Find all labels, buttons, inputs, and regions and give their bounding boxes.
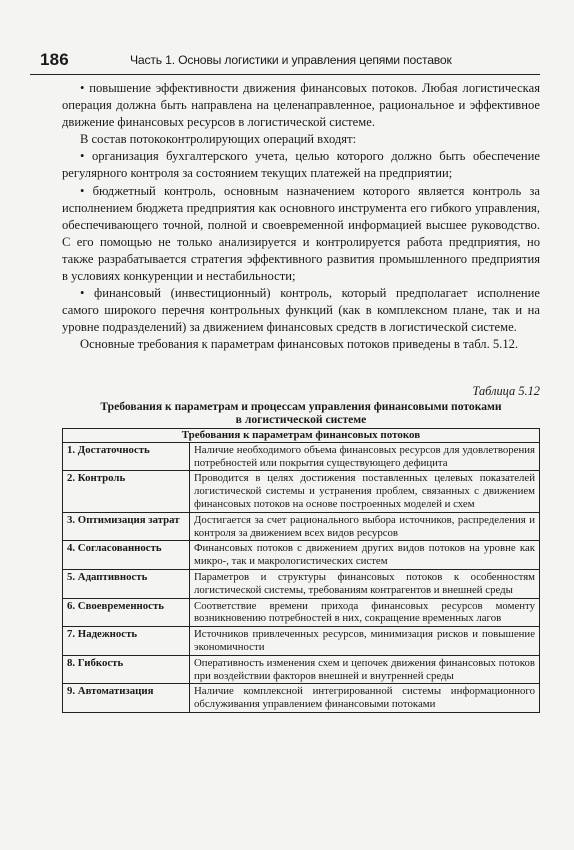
requirement-name: 8. Гибкость [63, 655, 190, 684]
paragraph: • бюджетный контроль, основным назначением которого является контроль за исполнением бюджета предприятия как основного инструмента его гибкого управления, обеспечивающего точной, полной и своевременной информацией высшее руководство. С его помощью не только анализируется и контролируется работа предприятия, но также разрабатывается стратегия эффективного развития промышленного предприятия в условиях конкуренции и нестабильности; [62, 183, 540, 284]
table-row [63, 684, 540, 713]
requirement-desc: Соответствие времени прихода финансовых ресурсов моменту возникновению потребностей в них, сокращение временных лагов [190, 598, 540, 627]
requirement-desc: Наличие комплексной интегрированной системы информационного обслуживания управлением финансовыми потоками [190, 684, 540, 713]
requirement-desc: Достигается за счет рационального выбора источников, распределения и контроля за движением всех видов ресурсов [190, 512, 540, 541]
requirement-desc: Параметров и структуры финансовых потоков к особенностям логистической системы, требованиям контрагентов и внешней среды [190, 569, 540, 598]
requirement-desc: Наличие необходимого объема финансовых ресурсов для удовлетворения потребностей или покрытия существующего дефицита [190, 442, 540, 471]
table-row [63, 471, 540, 512]
page-header [30, 48, 540, 75]
requirement-name: 5. Адаптивность [63, 569, 190, 598]
requirement-name: 4. Согласованность [63, 541, 190, 570]
requirement-desc: Проводится в целях достижения поставленных целевых показателей логистической системы и устранения проблем, связанных с движением финансовых потоков на основе построенных моделей и схем [190, 471, 540, 512]
requirement-desc: Оперативность изменения схем и цепочек движения финансовых потоков при воздействии факторов внешней и внутренней среды [190, 655, 540, 684]
table-row [63, 569, 540, 598]
paragraph: В состав потококонтролирующих операций входят: [80, 132, 357, 147]
table-title-line: в логистической системе [235, 413, 367, 426]
body-text [62, 80, 540, 354]
running-head: Часть 1. Основы логистики и управления цепями поставок [130, 53, 452, 67]
paragraph: • организация бухгалтерского учета, целью которого должно быть обеспечение регулярного контроля за состоянием текущих платежей на предприятии; [62, 149, 540, 181]
requirement-name: 6. Своевременность [63, 598, 190, 627]
table-title [62, 400, 540, 426]
table-row [63, 442, 540, 471]
table-row [63, 541, 540, 570]
table-header: Требования к параметрам финансовых потоков [63, 429, 540, 443]
requirement-name: 3. Оптимизация затрат [63, 512, 190, 541]
requirement-name: 7. Надежность [63, 627, 190, 656]
page-number: 186 [40, 50, 69, 69]
paragraph: • финансовый (инвестиционный) контроль, который предполагает исполнение самого широкого перечня контрольных функций (как в комплексном плане, так и на уровне подразделений) за движением финансовых средств в логистической системе. [62, 286, 540, 335]
requirement-desc: Источников привлеченных ресурсов, минимизация рисков и повышение экономичности [190, 627, 540, 656]
table-row [63, 655, 540, 684]
paragraph: • повышение эффективности движения финансовых потоков. Любая логистическая операция должна быть направлена на целенаправленное, рациональное и эффективное движение финансовых ресурсов в логистической системе. [62, 81, 540, 130]
requirements-table [62, 428, 540, 713]
table-title-line: Требования к параметрам и процессам управления финансовыми потоками [100, 400, 502, 413]
requirement-desc: Финансовых потоков с движением других видов потоков на уровне как микро-, так и макрологистических систем [190, 541, 540, 570]
table-row [63, 627, 540, 656]
table-caption: Таблица 5.12 [472, 384, 540, 398]
table-row [63, 598, 540, 627]
paragraph: Основные требования к параметрам финансовых потоков приведены в табл. 5.12. [80, 337, 519, 352]
requirement-name: 2. Контроль [63, 471, 190, 512]
requirement-name: 9. Автоматизация [63, 684, 190, 713]
requirement-name: 1. Достаточность [63, 442, 190, 471]
table-row [63, 512, 540, 541]
